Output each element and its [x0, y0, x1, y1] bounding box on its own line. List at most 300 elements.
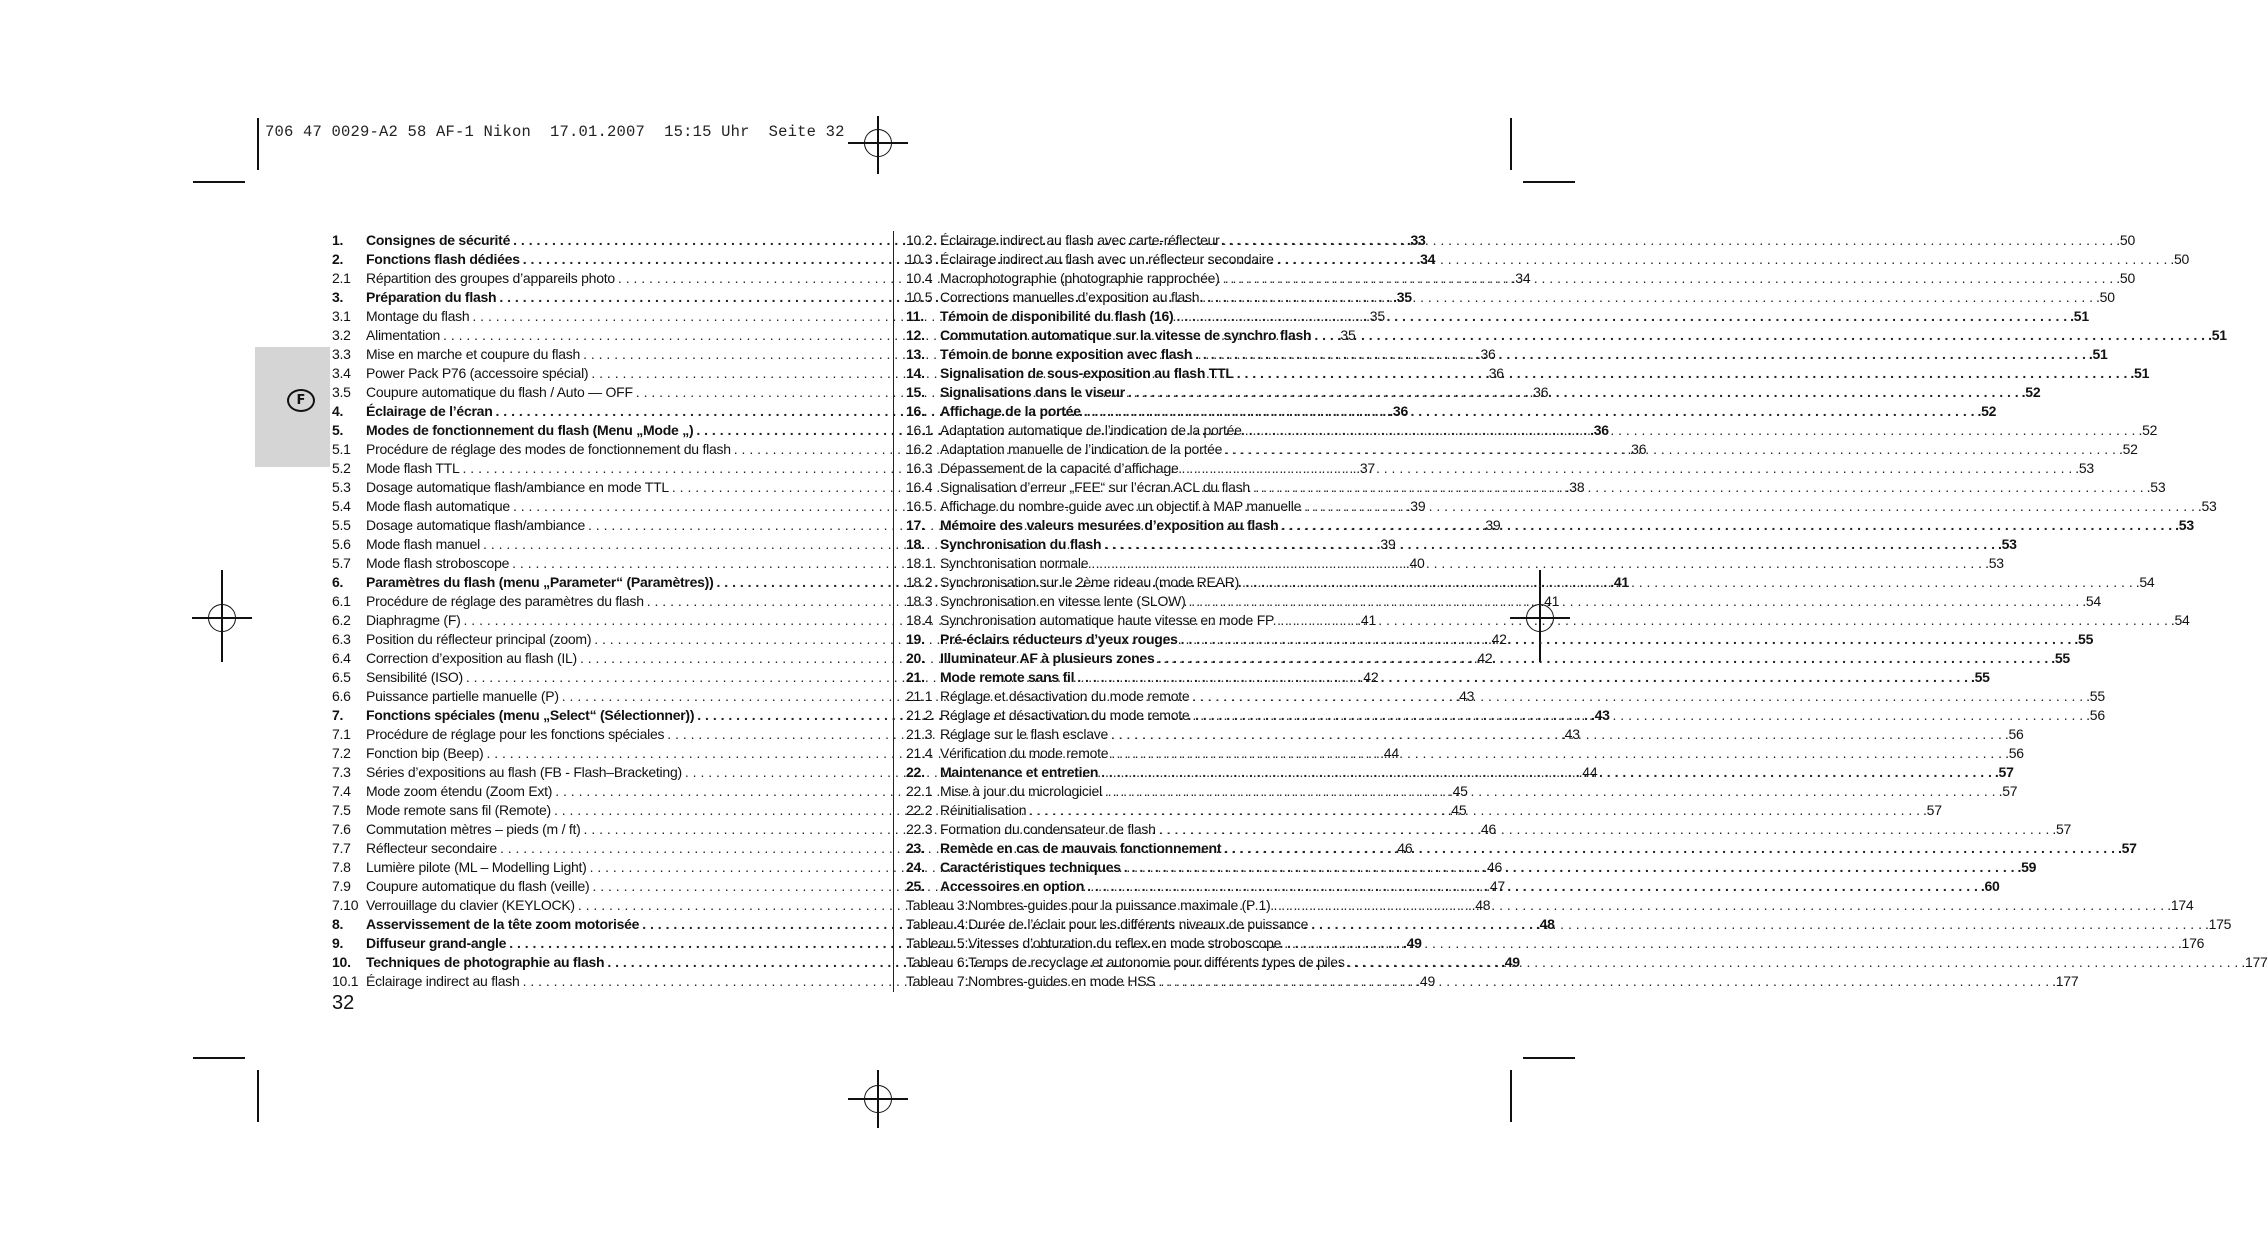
crop-mark-bottom-right-vertical	[1510, 1070, 1512, 1122]
toc-entry-page: .39	[1376, 536, 1396, 552]
print-slug-header: 706 47 0029-A2 58 AF-1 Nikon 17.01.2007 15:15 Uhr Seite 32	[265, 123, 845, 141]
toc-dot-leader	[1348, 953, 2239, 972]
toc-entry-title: Asservissement de la tête zoom motorisée	[366, 916, 640, 932]
toc-entry-title: Mode remote sans fil	[940, 669, 1075, 685]
toc-dot-leader	[1181, 630, 2072, 649]
toc-dot-leader	[1029, 801, 1920, 820]
toc-entry-page: .36	[1590, 422, 1609, 438]
page-number: 32	[332, 992, 355, 1014]
toc-entry-number: 10.2	[906, 232, 933, 248]
toc-entry-number: 5.6	[332, 536, 351, 552]
toc-dot-leader	[1281, 516, 2172, 535]
toc-entry-number: 22.2	[906, 802, 933, 818]
toc-entry-number: 5.3	[332, 479, 351, 495]
toc-entry-title: Synchronisation automatique haute vitesse en mode FP	[940, 612, 1275, 628]
toc-dot-leader	[1223, 231, 2114, 250]
toc-entry-number: 3.	[332, 289, 344, 305]
toc-dot-leader	[1202, 288, 2093, 307]
toc-entry-title: Paramètres du flash (menu „Parameter“ (Paramètres))	[366, 574, 714, 590]
toc-dot-leader	[1195, 345, 2086, 364]
toc-entry-number: 17.	[906, 517, 925, 533]
toc-entry-page: .53	[1985, 555, 2004, 571]
toc-entry-page: .35	[1336, 327, 1356, 343]
toc-entry-page: .44	[1578, 764, 1598, 780]
toc-entry-number: 7.2	[332, 745, 351, 761]
toc-entry-page: .55	[2086, 688, 2105, 704]
toc-entry-title: Adaptation manuelle de l’indication de la portée	[940, 441, 1223, 457]
toc-entry	[906, 801, 1942, 820]
toc-entry-page: .60	[1980, 878, 2000, 894]
toc-entry-title: Diffuseur grand-angle	[366, 935, 507, 951]
toc-entry-page: .53	[2146, 479, 2166, 495]
toc-entry-title: Préparation du flash	[366, 289, 497, 305]
toc-entry-number: 18.	[906, 536, 925, 552]
toc-entry-page: .57	[2117, 840, 2137, 856]
toc-entry-page: .42	[1487, 631, 1507, 647]
toc-entry-title: Éclairage indirect au flash avec carte-réflecteur	[940, 232, 1220, 248]
toc-dot-leader	[1158, 972, 2049, 991]
toc-dot-leader	[1128, 383, 2019, 402]
toc-entry-page: .34	[1511, 270, 1531, 286]
toc-entry-page: .52	[2021, 384, 2041, 400]
toc-entry	[906, 288, 2115, 307]
toc-entry-title: Mode remote sans fil (Remote)	[366, 802, 551, 818]
toc-entry-number: 21.	[906, 669, 925, 685]
toc-entry-title: Synchronisation en vitesse lente (SLOW)	[940, 593, 1186, 609]
toc-entry	[906, 668, 1990, 687]
toc-dot-leader	[1192, 706, 2083, 725]
toc-entry-title: Éclairage indirect au flash avec un réflecteur secondaire	[940, 251, 1274, 267]
toc-entry-title: Fonctions spéciales (menu „Select“ (Sélectionner))	[366, 707, 695, 723]
toc-entry-page: .49	[1416, 973, 1436, 989]
toc-entry-number: 24.	[906, 859, 925, 875]
toc-entry-number: 16.3	[906, 460, 933, 476]
toc-entry-title: Réglage et désactivation du mode remote	[940, 688, 1190, 704]
toc-entry-title: Dosage automatique flash/ambiance	[366, 517, 586, 533]
toc-entry-page: .52	[2118, 441, 2138, 457]
toc-entry-page: .43	[1561, 726, 1580, 742]
toc-entry-page: .43	[1455, 688, 1475, 704]
toc-entry-title: Mise à jour du micrologiciel	[940, 783, 1102, 799]
toc-entry-title: Synchronisation sur le 2ème rideau (mode REAR)	[940, 574, 1239, 590]
toc-entry	[906, 611, 2190, 630]
toc-entry-page: .42	[1359, 669, 1379, 685]
toc-entry-title: Coupure automatique du flash (veille)	[366, 878, 590, 894]
toc-entry-title: Séries d’expositions au flash (FB - Flash–Bracketing)	[366, 764, 682, 780]
toc-entry	[906, 972, 2079, 991]
toc-entry-page: .177	[2241, 954, 2268, 970]
toc-entry-page: .36	[1627, 441, 1647, 457]
toc-entry-number: 10.1	[332, 973, 359, 989]
toc-entry-title: Réglage sur le flash esclave	[940, 726, 1109, 742]
toc-entry	[906, 554, 2004, 573]
toc-entry-number: 8.	[332, 916, 344, 932]
toc-entry-number: 7.7	[332, 840, 351, 856]
toc-entry-number: 22.3	[906, 821, 933, 837]
toc-entry-page: .176	[2177, 935, 2205, 951]
toc-entry-page: .41	[1610, 574, 1629, 590]
toc-dot-leader	[1223, 269, 2114, 288]
toc-entry-page: .33	[1406, 232, 1426, 248]
toc-entry-title: Verrouillage du clavier (KEYLOCK)	[366, 897, 575, 913]
toc-entry-title: Réflecteur secondaire	[366, 840, 497, 856]
toc-entry-number: 5.5	[332, 517, 351, 533]
toc-dot-leader	[1273, 896, 2164, 915]
toc-entry-page: .36	[1485, 365, 1504, 381]
toc-entry-page: .50	[2116, 232, 2136, 248]
toc-entry-title: Alimentation	[366, 327, 441, 343]
toc-entry-title: Signalisation d’erreur „FEE“ sur l’écran ACL du flash	[940, 479, 1250, 495]
toc-entry-title: Tableau 7:Nombres-guides en mode HSS	[906, 973, 1156, 989]
toc-entry	[906, 250, 2190, 269]
toc-entry-page: .55	[2074, 631, 2094, 647]
toc-entry-page: .56	[2005, 745, 2024, 761]
toc-dot-leader	[1124, 858, 2015, 877]
toc-entry-number: 5.7	[332, 555, 351, 571]
toc-entry-title: Tableau 4:Durée de l’éclair pour les différents niveaux de puissance	[906, 916, 1309, 932]
toc-entry-page: .39	[1406, 498, 1426, 514]
toc-entry-page: .46	[1477, 821, 1496, 837]
toc-entry-number: 6.4	[332, 650, 351, 666]
toc-entry-page: .42	[1473, 650, 1493, 666]
toc-entry-number: 7.10	[332, 897, 359, 913]
toc-entry-page: .53	[1997, 536, 2017, 552]
toc-entry-title: Position du réflecteur principal (zoom)	[366, 631, 592, 647]
toc-entry-page: .44	[1380, 745, 1399, 761]
toc-entry-number: 9.	[332, 935, 344, 951]
toc-entry-number: 7.4	[332, 783, 351, 799]
toc-dot-leader	[1182, 459, 2073, 478]
toc-entry-number: 18.2	[906, 574, 933, 590]
toc-entry-title: Diaphragme (F)	[366, 612, 461, 628]
toc-entry-page: .49	[1501, 954, 1520, 970]
toc-entry-title: Affichage du nombre-guide avec un objectif à MAP manuelle	[940, 498, 1302, 514]
toc-entry-page: .36	[1529, 384, 1549, 400]
toc-entry-number: 16.	[906, 403, 925, 419]
toc-entry	[906, 839, 2137, 858]
toc-entry-number: 5.2	[332, 460, 351, 476]
crop-mark-top-left-horizontal	[193, 181, 245, 183]
toc-entry-number: 7.8	[332, 859, 351, 875]
toc-entry-title: Réinitialisation	[940, 802, 1027, 818]
toc-entry-page: .51	[2070, 308, 2089, 324]
toc-dot-leader	[1084, 402, 1975, 421]
toc-dot-leader	[1087, 877, 1978, 896]
toc-entry-page: .54	[2170, 612, 2190, 628]
toc-dot-leader	[1245, 421, 2136, 440]
toc-entry-number: 16.2	[906, 441, 933, 457]
toc-entry-title: Illuminateur AF à plusieurs zones	[940, 650, 1155, 666]
toc-entry-title: Macrophotographie (photographie rapprochée)	[940, 270, 1220, 286]
toc-entry-page: .40	[1405, 555, 1425, 571]
toc-entry-page: .35	[1393, 289, 1412, 305]
toc-entry-title: Synchronisation du flash	[940, 536, 1102, 552]
toc-entry-page: .47	[1486, 878, 1505, 894]
toc-entry-number: 2.	[332, 251, 344, 267]
toc-entry-page: .57	[1998, 783, 2018, 799]
toc-entry-title: Mode flash manuel	[366, 536, 481, 552]
crop-mark-top-left-vertical	[257, 118, 259, 170]
toc-entry-page: .57	[2052, 821, 2072, 837]
toc-entry-number: 12.	[906, 327, 925, 343]
toc-entry-number: 16.1	[906, 422, 933, 438]
toc-entry-title: Caractéristiques techniques	[940, 859, 1121, 875]
toc-entry-number: 22.	[906, 764, 925, 780]
toc-entry-page: .59	[2017, 859, 2037, 875]
toc-entry	[906, 402, 1997, 421]
toc-entry-page: .54	[2082, 593, 2101, 609]
toc-entry-page: .55	[2051, 650, 2070, 666]
column-divider	[893, 231, 894, 992]
toc-entry-title: Procédure de réglage des modes de fonctionnement du flash	[366, 441, 731, 457]
toc-entry-number: 4.	[332, 403, 344, 419]
toc-entry-number: 3.3	[332, 346, 351, 362]
toc-dot-leader	[1104, 535, 1995, 554]
toc-entry-title: Adaptation automatique de l’indication de la portée	[940, 422, 1242, 438]
toc-entry-number: 5.4	[332, 498, 351, 514]
toc-entry-number: 16.4	[906, 479, 933, 495]
toc-entry-title: Témoin de bonne exposition avec flash	[940, 346, 1193, 362]
crop-mark-bottom-left-vertical	[257, 1070, 259, 1122]
toc-entry-number: 6.1	[332, 593, 351, 609]
toc-entry-title: Vérification du mode remote	[940, 745, 1109, 761]
toc-entry-page: .37	[1356, 460, 1375, 476]
toc-entry-page: .57	[1923, 802, 1942, 818]
toc-entry-page: .35	[1366, 308, 1385, 324]
toc-dot-leader	[1225, 440, 2116, 459]
toc-entry-number: 7.1	[332, 726, 351, 742]
toc-entry-number: 13.	[906, 346, 925, 362]
toc-dot-leader	[1101, 763, 1992, 782]
toc-entry-number: 3.4	[332, 365, 351, 381]
toc-entry-number: 2.1	[332, 270, 351, 286]
toc-entry-page: .41	[1357, 612, 1376, 628]
toc-entry-page: .52	[1977, 403, 1997, 419]
crop-mark-bottom-right-horizontal	[1523, 1057, 1575, 1059]
toc-entry-title: Commutation mètres – pieds (m / ft)	[366, 821, 581, 837]
toc-entry-page: .56	[2004, 726, 2024, 742]
toc-entry-title: Mode flash TTL	[366, 460, 460, 476]
toc-entry-title: Techniques de photographie au flash	[366, 954, 605, 970]
toc-entry-page: .177	[2052, 973, 2079, 989]
toc-entry-page: .45	[1448, 783, 1468, 799]
toc-entry-number: 25.	[906, 878, 925, 894]
toc-entry-title: Tableau 3:Nombres-guides pour la puissance maximale (P 1)	[906, 897, 1271, 913]
toc-entry-number: 16.5	[906, 498, 933, 514]
toc-entry-number: 6.6	[332, 688, 351, 704]
toc-entry-number: 21.2	[906, 707, 933, 723]
toc-entry-page: .174	[2167, 897, 2194, 913]
toc-entry-number: 1.	[332, 232, 344, 248]
toc-entry-page: .34	[1416, 251, 1436, 267]
toc-dot-leader	[1158, 649, 2049, 668]
toc-entry-title: Dépassement de la capacité d’affichage	[940, 460, 1179, 476]
toc-entry-page: .57	[1994, 764, 2014, 780]
toc-dot-leader	[1224, 839, 2115, 858]
toc-entry-number: 3.1	[332, 308, 351, 324]
toc-dot-leader	[1111, 725, 2002, 744]
toc-entry-number: 3.2	[332, 327, 351, 343]
toc-entry-page: .36	[1389, 403, 1408, 419]
toc-entry-number: 19.	[906, 631, 925, 647]
toc-dot-leader	[1111, 744, 2002, 763]
toc-entry-page: .41	[1540, 593, 1560, 609]
toc-entry-page: .55	[1971, 669, 1990, 685]
toc-entry	[906, 744, 2024, 763]
toc-entry-number: 7.6	[332, 821, 351, 837]
toc-entry-title: Formation du condensateur de flash	[940, 821, 1156, 837]
toc-entry-title: Montage du flash	[366, 308, 470, 324]
toc-entry-number: 3.5	[332, 384, 351, 400]
toc-entry-title: Dosage automatique flash/ambiance en mode TTL	[366, 479, 669, 495]
toc-dot-leader	[1277, 250, 2168, 269]
crop-mark-top-right-vertical	[1510, 118, 1512, 170]
toc-entry-number: 5.1	[332, 441, 351, 457]
toc-entry-page: .52	[2138, 422, 2158, 438]
language-badge: F	[287, 389, 315, 412]
toc-dot-leader	[1314, 326, 2205, 345]
toc-entry	[906, 535, 2017, 554]
toc-dot-leader	[1253, 478, 2144, 497]
toc-entry-number: 18.1	[906, 555, 933, 571]
toc-entry-page: .54	[2135, 574, 2155, 590]
toc-entry-title: Mise en marche et coupure du flash	[366, 346, 581, 362]
toc-entry-number: 10.	[332, 954, 351, 970]
toc-entry-title: Mode zoom étendu (Zoom Ext)	[366, 783, 553, 799]
toc-dot-leader	[1188, 592, 2079, 611]
toc-entry-page: .48	[1471, 897, 1491, 913]
toc-entry-title: Mode flash stroboscope	[366, 555, 510, 571]
toc-entry-page: .53	[2197, 498, 2217, 514]
toc-dot-leader	[1105, 782, 1996, 801]
toc-entry-number: 18.4	[906, 612, 933, 628]
toc-entry-number: 7.	[332, 707, 344, 723]
toc-entry-number: 11.	[906, 308, 924, 324]
toc-dot-leader	[1192, 687, 2083, 706]
toc-entry-title: Accessoires en option	[940, 878, 1085, 894]
toc-entry-page: .39	[1481, 517, 1501, 533]
toc-entry-number: 10.5	[906, 289, 933, 305]
toc-entry-title: Tableau 5:Vitesses d’obturation du reflex en mode stroboscope	[906, 935, 1282, 951]
toc-entry-page: .56	[2086, 707, 2105, 723]
toc-entry-title: Commutation automatique sur la vitesse de synchro flash	[940, 327, 1312, 343]
toc-entry-title: Procédure de réglage pour les fonctions spéciales	[366, 726, 665, 742]
toc-entry-title: Mémoire des valeurs mesurées d’exposition au flash	[940, 517, 1279, 533]
toc-dot-leader	[1284, 934, 2175, 953]
toc-entry-number: 14.	[906, 365, 925, 381]
toc-entry-title: Pré-éclairs réducteurs d’yeux rouges	[940, 631, 1178, 647]
toc-entry-title: Corrections manuelles d’exposition au flash	[940, 289, 1200, 305]
toc-entry-title: Consignes de sécurité	[366, 232, 511, 248]
toc-entry-title: Fonction bip (Beep)	[366, 745, 484, 761]
toc-dot-leader	[1242, 573, 2133, 592]
toc-entry	[906, 934, 2205, 953]
toc-entry-title: Tableau 6:Temps de recyclage et autonomie pour différents types de piles	[906, 954, 1345, 970]
toc-entry-page: .175	[2204, 916, 2232, 932]
toc-entry-number: 6.	[332, 574, 344, 590]
toc-entry	[906, 307, 2089, 326]
toc-entry-number: 10.4	[906, 270, 933, 286]
toc-entry-title: Éclairage indirect au flash	[366, 973, 520, 989]
toc-entry-number: 20.	[906, 650, 925, 666]
toc-entry-page: .51	[2208, 327, 2227, 343]
toc-dot-leader	[1077, 668, 1968, 687]
toc-entry-number: 7.5	[332, 802, 351, 818]
toc-dot-leader	[1277, 611, 2168, 630]
toc-entry-page: .49	[1402, 935, 1422, 951]
toc-entry-title: Maintenance et entretien	[940, 764, 1099, 780]
toc-entry-number: 15.	[906, 384, 925, 400]
toc-entry-title: Coupure automatique du flash / Auto — OFF	[366, 384, 633, 400]
toc-entry-title: Signalisations dans le viseur	[940, 384, 1125, 400]
toc-entry-title: Témoin de disponibilité du flash (16)	[940, 308, 1174, 324]
toc-entry-page: .46	[1483, 859, 1503, 875]
toc-entry-number: 6.2	[332, 612, 351, 628]
toc-entry-number: 21.4	[906, 745, 933, 761]
toc-entry-page: .43	[1591, 707, 1610, 723]
toc-entry-title: Procédure de réglage des paramètres du flash	[366, 593, 644, 609]
toc-entry-page: .53	[2175, 517, 2194, 533]
crop-mark-bottom-left-horizontal	[193, 1057, 245, 1059]
toc-entry-number: 7.3	[332, 764, 351, 780]
toc-entry-title: Signalisation de sous-exposition au flash TTL	[940, 365, 1234, 381]
toc-entry-page: .45	[1447, 802, 1467, 818]
crop-mark-top-right-horizontal	[1523, 181, 1575, 183]
toc-entry-title: Répartition des groupes d’appareils photo	[366, 270, 615, 286]
toc-entry-title: Lumière pilote (ML – Modelling Light)	[366, 859, 587, 875]
toc-entry-page: .36	[1476, 346, 1496, 362]
toc-entry-number: 10.3	[906, 251, 933, 267]
toc-dot-leader	[1304, 497, 2195, 516]
toc-entry-title: Correction d’exposition au flash (IL)	[366, 650, 577, 666]
toc-entry-title: Réglage et désactivation du mode remote	[940, 707, 1190, 723]
toc-entry	[906, 459, 2094, 478]
toc-dot-leader	[1159, 820, 2050, 839]
toc-entry-number: 21.3	[906, 726, 933, 742]
toc-entry-title: Remède en cas de mauvais fonctionnement	[940, 840, 1222, 856]
toc-entry-title: Affichage de la portée	[940, 403, 1081, 419]
toc-entry-title: Sensibilité (ISO)	[366, 669, 463, 685]
toc-entry-number: 21.1	[906, 688, 933, 704]
toc-dot-leader	[1311, 915, 2202, 934]
toc-dot-leader	[1237, 364, 2128, 383]
toc-entry-title: Puissance partielle manuelle (P)	[366, 688, 559, 704]
toc-entry-number: 5.	[332, 422, 344, 438]
toc-entry-title: Synchronisation normale	[940, 555, 1089, 571]
toc-dot-leader	[1091, 554, 1982, 573]
toc-entry-page: .46	[1393, 840, 1413, 856]
toc-entry-page: .50	[2096, 289, 2115, 305]
toc-entry-title: Modes de fonctionnement du flash (Menu „Mode „)	[366, 422, 694, 438]
toc-entry-title: Éclairage de l’écran	[366, 403, 493, 419]
toc-entry-title: Fonctions flash dédiées	[366, 251, 520, 267]
toc-entry-number: 6.3	[332, 631, 351, 647]
toc-entry	[906, 497, 2217, 516]
toc-entry-page: .51	[2088, 346, 2108, 362]
toc-entry-page: .48	[1535, 916, 1555, 932]
toc-entry-page: .53	[2075, 460, 2094, 476]
toc-entry-page: .51	[2130, 365, 2150, 381]
toc-entry-title: Mode flash automatique	[366, 498, 510, 514]
toc-entry-title: Power Pack P76 (accessoire spécial)	[366, 365, 589, 381]
toc-entry-number: 6.5	[332, 669, 351, 685]
toc-entry	[906, 326, 2227, 345]
toc-entry-number: 22.1	[906, 783, 933, 799]
toc-entry-number: 18.3	[906, 593, 933, 609]
toc-entry-number: 23.	[906, 840, 925, 856]
toc-entry-page: .38	[1565, 479, 1585, 495]
toc-entry-number: 7.9	[332, 878, 351, 894]
